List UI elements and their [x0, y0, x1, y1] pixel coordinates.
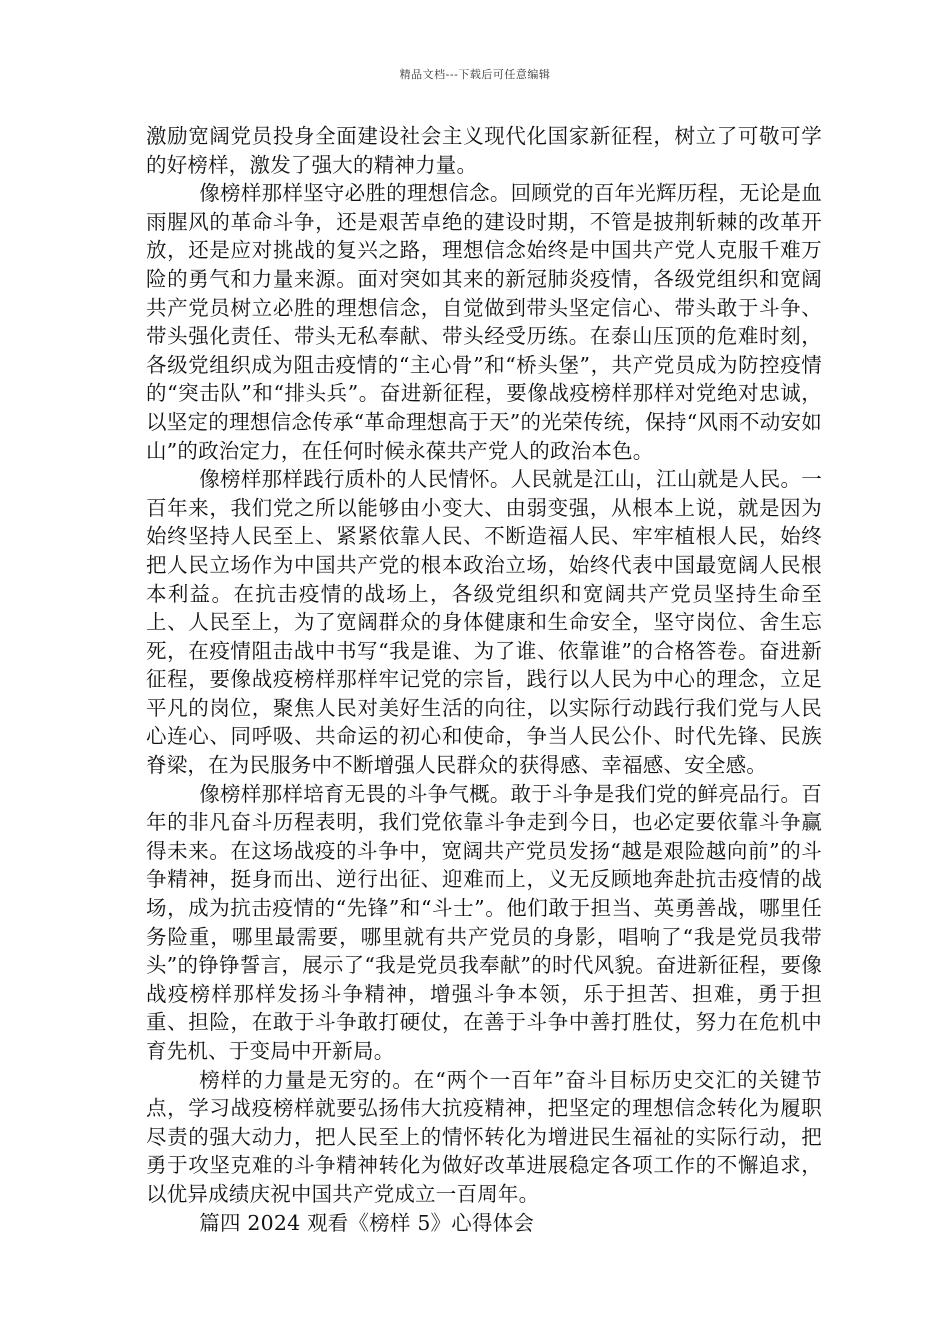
document-body — [146, 122, 822, 1237]
paragraph-1: 激励宽阔党员投身全面建设社会主义现代化国家新征程，树立了可敬可学的好榜样，激发了强大的精神力量。 — [146, 124, 822, 177]
page-header: 精品文档---下载后可任意编辑 — [399, 68, 551, 81]
paragraph-4: 像榜样那样培育无畏的斗争气概。敢于斗争是我们党的鲜亮品行。百年的非凡奋斗历程表明，我们党依靠斗争走到今日，也必定要依靠斗争赢得未来。在这场战疫的斗争中，宽阔共产党员发扬“越是艰险越向前”的斗争精神，挺身而出、逆行出征、迎难而上，义无反顾地奔赴抗击疫情的战场，成为抗击疫情的“先锋”和“斗士”。他们敢于担当、英勇善战，哪里任务险重，哪里最需要，哪里就有共产党员的身影，唱响了“我是党员我带头”的铮铮誓言，展示了“我是党员我奉献”的时代风貌。奋进新征程，要像战疫榜样那样发扬斗争精神，增强斗争本领，乐于担苦、担难，勇于担重、担险，在敢于斗争敢打硬仗，在善于斗争中善打胜仗，努力在危机中育先机、于变局中开新局。 — [146, 781, 822, 1063]
paragraph-5: 榜样的力量是无穷的。在“两个一百年”奋斗目标历史交汇的关键节点，学习战疫榜样就要弘扬伟大抗疫精神，把坚定的理想信念转化为履职尽责的强大动力，把人民至上的情怀转化为增进民生福祉的实际行动，把勇于攻坚克难的斗争精神转化为做好改革进展稳定各项工作的不懈追求，以优异成绩庆祝中国共产党成立一百周年。 — [146, 1067, 822, 1206]
paragraph-2: 像榜样那样坚守必胜的理想信念。回顾党的百年光辉历程，无论是血雨腥风的革命斗争，还是艰苦卓绝的建设时期，不管是披荆斩棘的改革开放，还是应对挑战的复兴之路，理想信念始终是中国共产党人克服千难万险的勇气和力量来源。面对突如其来的新冠肺炎疫情，各级党组织和宽阔共产党员树立必胜的理想信念，自觉做到带头坚定信心、带头敢于斗争、带头强化责任、带头无私奉献、带头经受历练。在泰山压顶的危难时刻，各级党组织成为阻击疫情的“主心骨”和“桥头堡”，共产党员成为防控疫情的“突击队”和“排头兵”。奋进新征程，要像战疫榜样那样对党绝对忠诚，以坚定的理想信念传承“革命理想高于天”的光荣传统，保持“风雨不动安如山”的政治定力，在任何时候永葆共产党人的政治本色。 — [146, 181, 822, 463]
section-heading: 篇四 2024 观看《榜样 5》心得体会 — [199, 1210, 535, 1235]
paragraph-3: 像榜样那样践行质朴的人民情怀。人民就是江山，江山就是人民。一百年来，我们党之所以能够由小变大、由弱变强，从根本上说，就是因为始终坚持人民至上、紧紧依靠人民、不断造福人民、牢牢植根人民，始终把人民立场作为中国共产党的根本政治立场，始终代表中国最宽阔人民根本利益。在抗击疫情的战场上，各级党组织和宽阔共产党员坚持生命至上、人民至上，为了宽阔群众的身体健康和生命安全，坚守岗位、舍生忘死，在疫情阻击战中书写“我是谁、为了谁、依靠谁”的合格答卷。奋进新征程，要像战疫榜样那样牢记党的宗旨，践行以人民为中心的理念，立足平凡的岗位，聚焦人民对美好生活的向往，以实际行动践行我们党与人民心连心、同呼吸、共命运的初心和使命，争当人民公仆、时代先锋、民族脊梁，在为民服务中不断增强人民群众的获得感、幸福感、安全感。 — [146, 467, 822, 778]
